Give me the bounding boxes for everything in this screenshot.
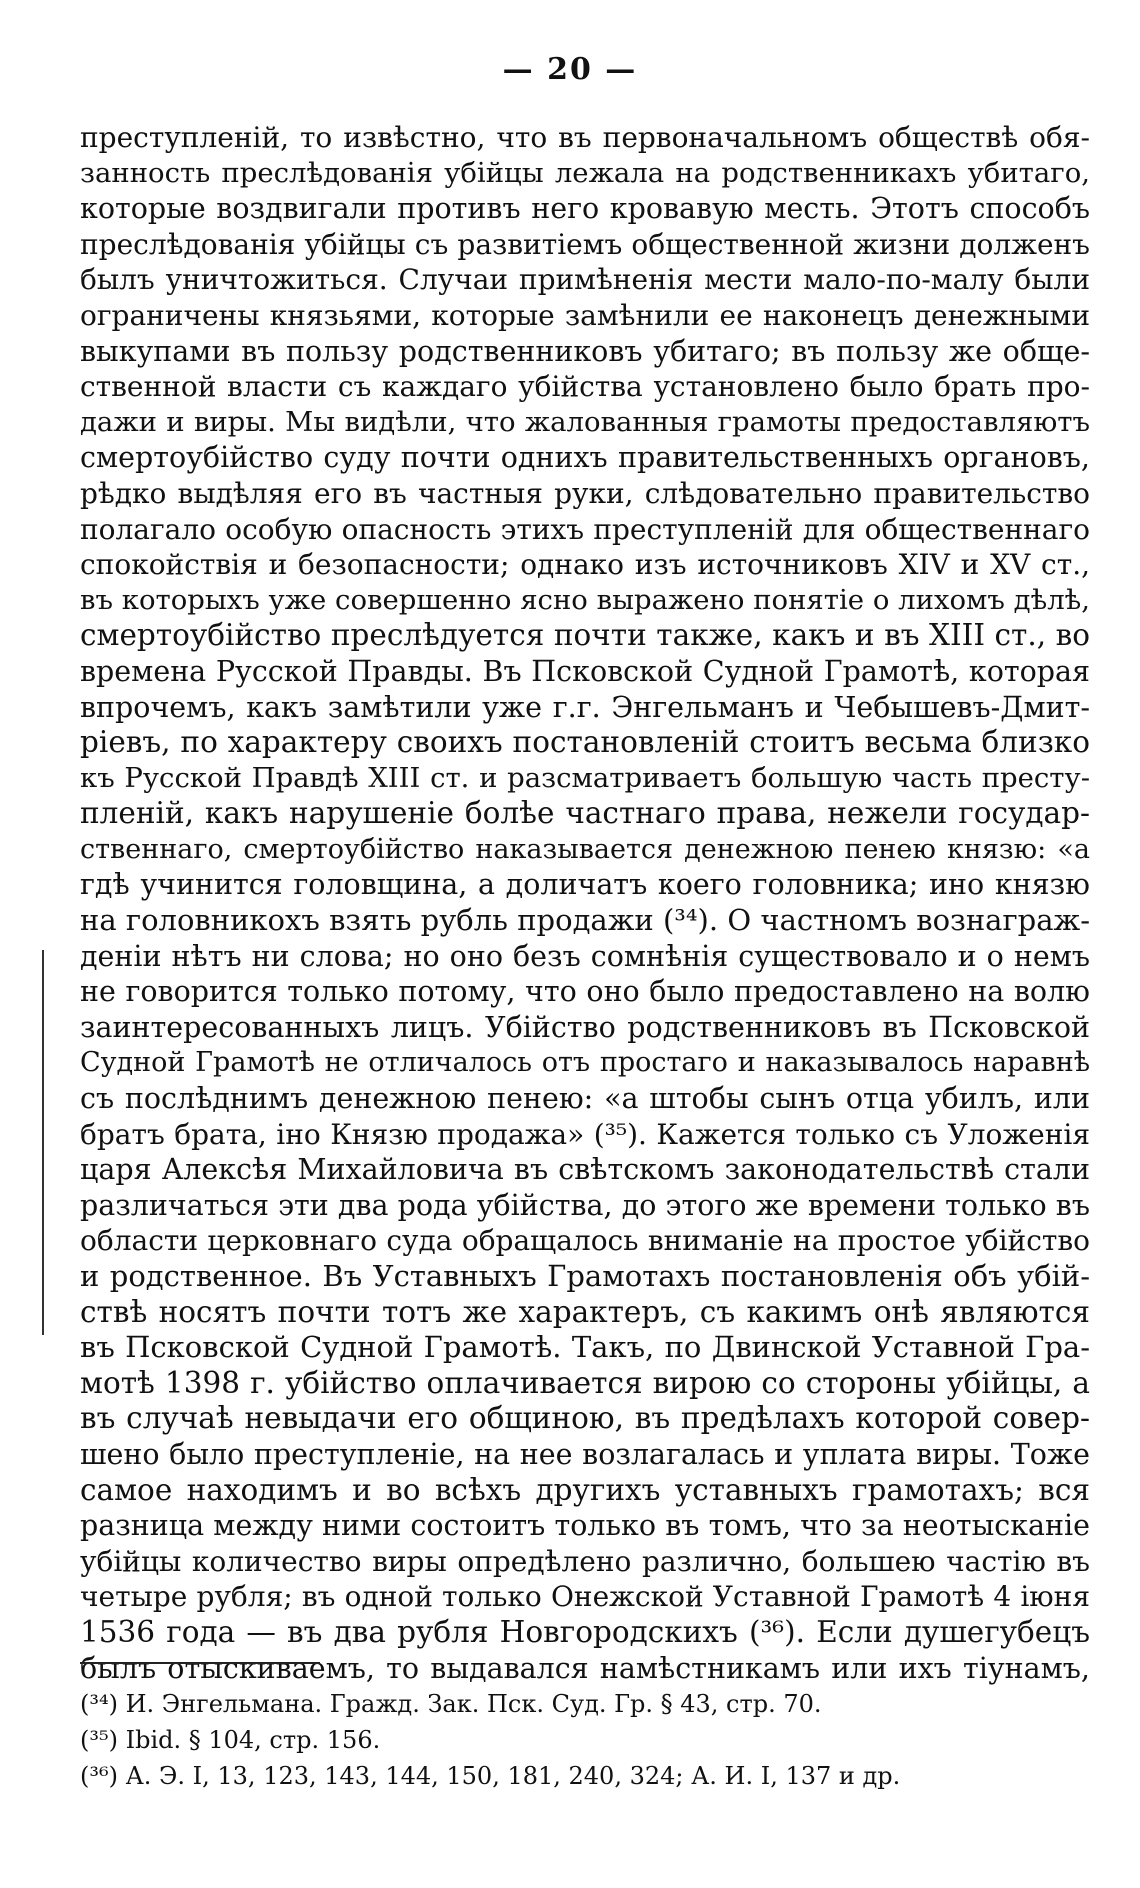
text-line: занность преслѣдованія убійцы лежала на родственникахъ убитаго, [80,156,1090,189]
text-line: и родственное. Въ Уставныхъ Грамотахъ постановленія объ убій- [80,1259,1090,1293]
text-line: полагало особую опасность этихъ преступленій для общественнаго [80,512,1090,546]
text-line: на головникохъ взять рубль продажи (³⁴). О частномъ вознаграж- [80,903,1090,938]
text-line: четыре рубля; въ одной только Онежской Уставной Грамотѣ 4 іюня [80,1580,1090,1614]
text-line: преступленій, то извѣстно, что въ первоначальномъ обществѣ обя- [80,121,1090,154]
text-line: ограничены князьями, которые замѣнили ее наконецъ денежными [80,298,1090,332]
text-line: различаться эти два рода убійства, до этого же времени только въ [80,1188,1090,1222]
text-line: 1536 года — въ два рубля Новгородскихъ (³⁶). Если душегубецъ [80,1614,1090,1649]
text-line: спокойствія и безопасности; однако изъ источниковъ XIV и XV ст., [80,548,1090,582]
text-line: смертоубійство преслѣдуется почти также, какъ и въ XIII ст., во [80,618,1090,653]
text-line: заинтересованныхъ лицъ. Убійство родственниковъ въ Псковской [80,1010,1090,1044]
text-line: съ послѣднимъ денежною пенею: «а штобы сынъ отца убилъ, или [80,1082,1090,1116]
text-line: деніи нѣтъ ни слова; но оно безъ сомнѣнія существовало и о немъ [80,939,1090,973]
text-line: въ Псковской Судной Грамотѣ. Такъ, по Двинской Уставной Гра- [80,1330,1090,1365]
text-line: ріевъ, по характеру своихъ постановленій стоитъ весьма близко [80,725,1090,760]
text-line: Судной Грамотѣ не отличалось отъ простаго и наказывалось наравнѣ [80,1047,1090,1079]
text-line: дажи и виры. Мы видѣли, что жалованныя грамоты предоставляютъ [80,405,1090,438]
text-line: пленій, какъ нарушеніе болѣе частнаго права, нежели государ- [80,796,1090,831]
text-line: преслѣдованія убійцы съ развитіемъ общественной жизни долженъ [80,227,1090,261]
text-line: разница между ними состоитъ только въ томъ, что за неотысканіе [80,1509,1090,1543]
text-line: смертоубійство суду почти однихъ правительственныхъ органовъ, [80,441,1090,475]
text-line: самое находимъ и во всѣхъ другихъ уставныхъ грамотахъ; вся [80,1472,1090,1507]
footnote-rule [80,1662,320,1664]
text-line: въ которыхъ уже совершенно ясно выражено понятіе о лихомъ дѣлѣ, [80,583,1090,616]
text-line: убійцы количество виры опредѣлено различно, большею частію въ [80,1544,1090,1578]
text-line: которые воздвигали противъ него кровавую месть. Этотъ способъ [80,192,1090,226]
margin-mark [42,950,44,1335]
footnotes [80,1686,1090,1794]
body-text [80,120,1090,1686]
text-line: ственнаго, смертоубійство наказывается денежною пенею князю: «а [80,833,1090,865]
text-line: братъ брата, іно Князю продажа» (³⁵). Кажется только съ Уложенія [80,1117,1090,1151]
footnote: (³⁶) А. Э. I, 13, 123, 143, 144, 150, 181, 240, 324; А. И. I, 137 и др. [80,1762,901,1790]
text-line: ствѣ носятъ почти тотъ же характеръ, съ какимъ онѣ являются [80,1294,1090,1329]
text-line: области церковнаго суда обращалось вниманіе на простое убійство [80,1224,1090,1258]
text-line: царя Алексѣя Михайловича въ свѣтскомъ законодательствѣ стали [80,1153,1090,1187]
text-line: былъ уничтожиться. Случаи примѣненія мести мало-по-малу были [80,263,1090,297]
footnote: (³⁴) И. Энгельмана. Гражд. Зак. Пск. Суд. Гр. § 43, стр. 70. [80,1690,822,1718]
text-line: къ Русской Правдѣ XIII ст. и разсматриваетъ большую часть престу- [80,761,1090,794]
footnote: (³⁵) Ibid. § 104, стр. 156. [80,1726,381,1754]
text-line: впрочемъ, какъ замѣтили уже г.г. Энгельманъ и Чебышевъ-Дмит- [80,690,1090,724]
text-line: шено было преступленіе, на нее возлагалась и уплата виры. Тоже [80,1437,1090,1471]
text-line: былъ отыскиваемъ, то выдавался намѣстникамъ или ихъ тіунамъ, [80,1651,1090,1685]
text-line: мотѣ 1398 г. убійство оплачивается вирою со стороны убійцы, а [80,1365,1090,1400]
text-line: времена Русской Правды. Въ Псковской Судной Грамотѣ, которая [80,654,1090,688]
page-number: — 20 — [502,52,638,87]
text-line: рѣдко выдѣляя его въ частныя руки, слѣдовательно правительство [80,476,1090,510]
text-line: выкупами въ пользу родственниковъ убитаго; въ пользу же обще- [80,334,1090,368]
text-line: въ случаѣ невыдачи его общиною, въ предѣлахъ которой совер- [80,1401,1090,1436]
text-line: ственной власти съ каждаго убійства установлено было брать про- [80,370,1090,404]
text-line: гдѣ учинится головщина, а доличатъ коего головника; ино князю [80,868,1090,902]
text-line: не говорится только потому, что оно было предоставлено на волю [80,975,1090,1009]
